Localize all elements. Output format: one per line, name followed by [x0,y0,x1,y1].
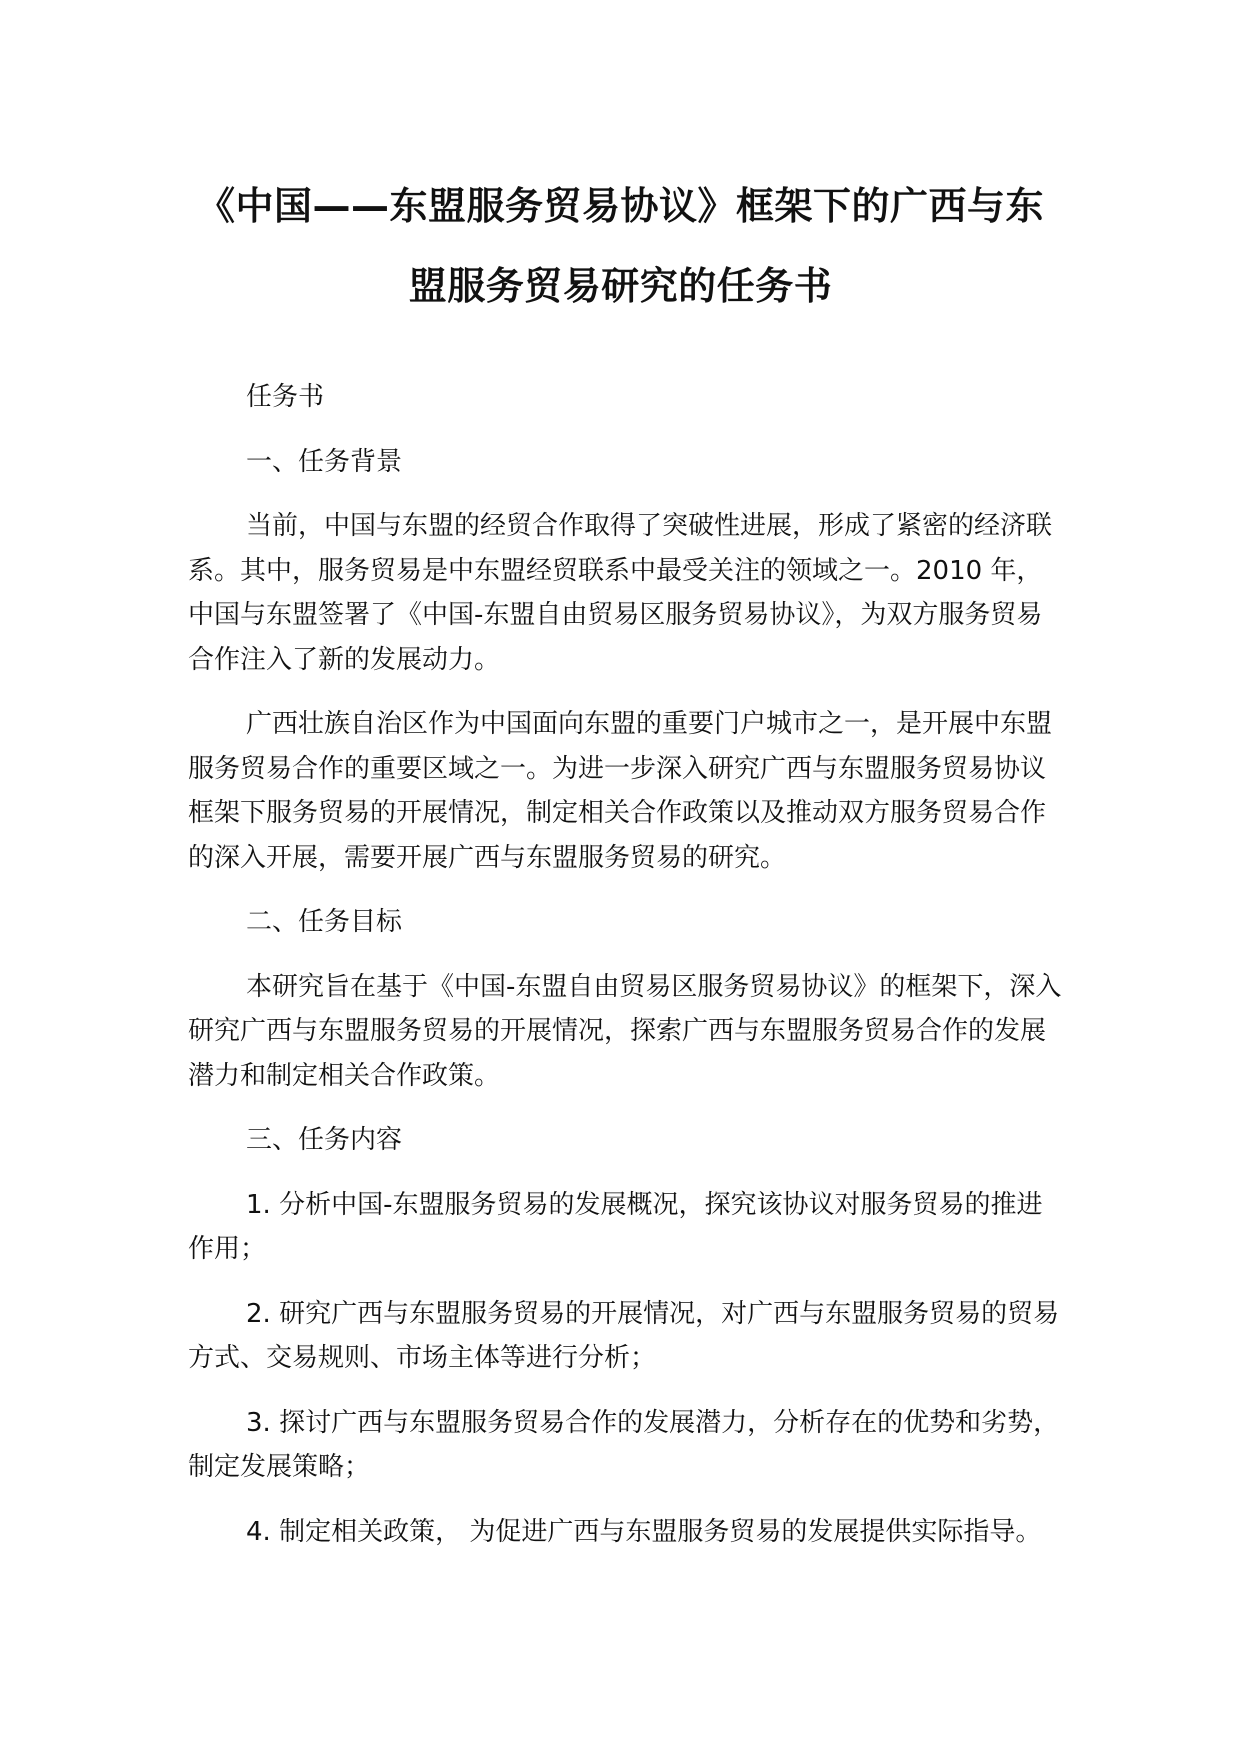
section-3-item-1: 1. 分析中国-东盟服务贸易的发展概况，探究该协议对服务贸易的推进作用； [188,1189,1043,1264]
document-title-line-1: 《中国——东盟服务贸易协议》框架下的广西与东 [196,184,1044,228]
task-label: 任务书 [246,382,325,412]
document-title-line-2: 盟服务贸易研究的任务书 [408,264,833,308]
section-3-item-3: 3. 探讨广西与东盟服务贸易合作的发展潜力，分析存在的优势和劣势，制定发展策略； [188,1407,1060,1482]
section-1-paragraph-1: 当前，中国与东盟的经贸合作取得了突破性进展，形成了紧密的经济联系。其中，服务贸易是中东盟经贸联系中最受关注的领域之一。2010 年，中国与东盟签署了《中国-东盟自由贸易区服务贸易协议》，为双方服务贸易合作注入了新的发展动力。 [188,511,1053,675]
section-3-item-2: 2. 研究广西与东盟服务贸易的开展情况，对广西与东盟服务贸易的贸易方式、交易规则、市场主体等进行分析； [188,1298,1060,1373]
section-3-heading: 三、任务内容 [246,1125,403,1155]
section-2-paragraph-1: 本研究旨在基于《中国-东盟自由贸易区服务贸易协议》的框架下，深入研究广西与东盟服务贸易的开展情况，探索广西与东盟服务贸易合作的发展潜力和制定相关合作政策。 [188,971,1062,1091]
section-1-paragraph-2: 广西壮族自治区作为中国面向东盟的重要门户城市之一，是开展中东盟服务贸易合作的重要区域之一。为进一步深入研究广西与东盟服务贸易协议框架下服务贸易的开展情况，制定相关合作政策以及推动双方服务贸易合作的深入开展，需要开展广西与东盟服务贸易的研究。 [188,709,1053,873]
section-2-heading: 二、任务目标 [246,907,403,937]
section-1-heading: 一、任务背景 [246,446,403,477]
document-body [188,375,1068,1574]
section-3-item-4: 4. 制定相关政策， 为促进广西与东盟服务贸易的发展提供实际指导。 [246,1516,1042,1547]
